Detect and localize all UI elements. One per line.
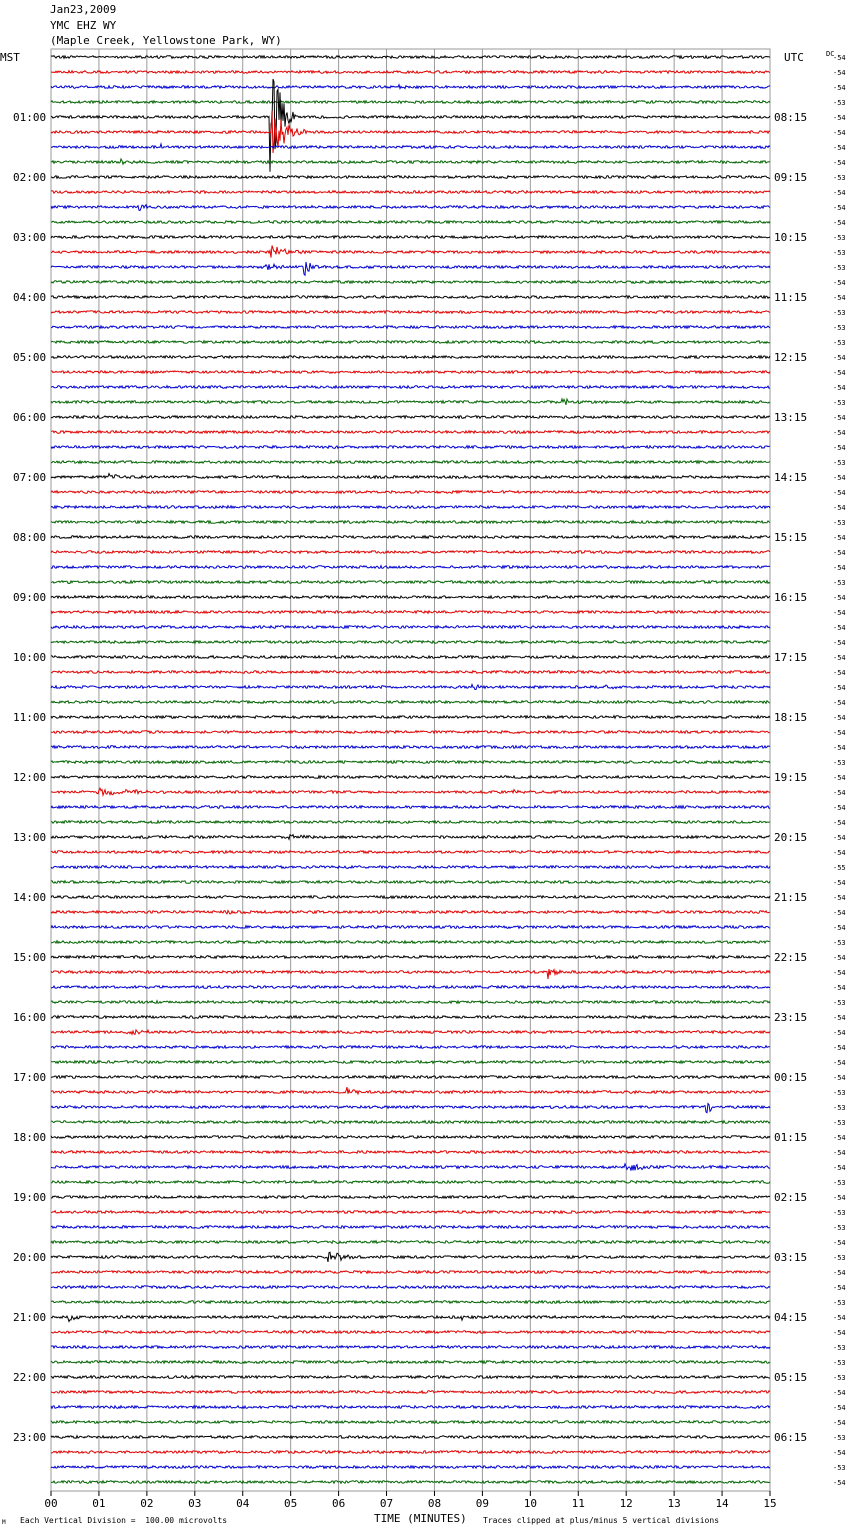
- trace-row: [51, 79, 770, 172]
- utc-hour-label: 14:15: [774, 471, 808, 484]
- trace-row: [51, 866, 770, 869]
- dc-offset-label: -53: [833, 999, 846, 1007]
- mst-hour-label: 02:00: [13, 171, 47, 184]
- x-tick-label: 00: [44, 1497, 58, 1510]
- dc-offset-label: -53: [833, 519, 846, 527]
- dc-offset-label: -53: [833, 1464, 846, 1472]
- utc-hour-label: 21:15: [774, 891, 808, 904]
- utc-hour-label: 06:15: [774, 1431, 808, 1444]
- dc-offset-label: -54: [833, 1329, 846, 1337]
- dc-offset-label: -54: [833, 114, 846, 122]
- trace-row: [51, 101, 770, 104]
- dc-offset-label: -54: [833, 894, 846, 902]
- dc-offset-label: -54: [833, 1164, 846, 1172]
- mst-hour-label: 21:00: [13, 1311, 47, 1324]
- utc-hour-label: 16:15: [774, 591, 808, 604]
- trace-row: [51, 1331, 770, 1334]
- dc-offset-label: -54: [833, 504, 846, 512]
- mst-hour-label: 01:00: [13, 111, 47, 124]
- x-tick-label: 04: [236, 1497, 250, 1510]
- utc-hour-label: 12:15: [774, 351, 808, 364]
- dc-offset-label: -54: [833, 684, 846, 692]
- trace-row: [51, 356, 770, 359]
- utc-hour-label: 00:15: [774, 1071, 808, 1084]
- trace-row: [51, 1286, 770, 1289]
- dc-offset-label: -54: [833, 1404, 846, 1412]
- dc-offset-label: -54: [833, 1044, 846, 1052]
- mst-hour-label: 10:00: [13, 651, 47, 664]
- dc-offset-label: -53: [833, 1119, 846, 1127]
- dc-offset-label: -54: [833, 819, 846, 827]
- x-tick-label: 05: [284, 1497, 298, 1510]
- trace-row: [51, 551, 770, 554]
- utc-hour-label: 20:15: [774, 831, 808, 844]
- dc-offset-label: -54: [833, 159, 846, 167]
- dc-offset-label: -53: [833, 174, 846, 182]
- mst-hour-label: 23:00: [13, 1431, 47, 1444]
- dc-offset-label: -53: [833, 234, 846, 242]
- dc-offset-label: -53: [833, 249, 846, 257]
- x-tick-label: 09: [475, 1497, 490, 1510]
- dc-offset-label: -54: [833, 1314, 846, 1322]
- dc-offset-label: -54: [833, 474, 846, 482]
- trace-row: [51, 536, 770, 539]
- dc-offset-label: -53: [833, 264, 846, 272]
- trace-row: [51, 941, 770, 944]
- dc-offset-label: -54: [833, 204, 846, 212]
- x-tick-label: 06: [331, 1497, 346, 1510]
- trace-row: [51, 71, 770, 74]
- mst-hour-label: 11:00: [13, 711, 47, 724]
- trace-row: [51, 969, 770, 979]
- dc-offset-label: -54: [833, 1419, 846, 1427]
- x-tick-label: 10: [523, 1497, 537, 1510]
- trace-row: [51, 566, 770, 569]
- mst-axis-label: MST: [0, 51, 20, 64]
- trace-row: [51, 326, 770, 329]
- x-tick-label: 08: [427, 1497, 442, 1510]
- mst-hour-label: 06:00: [13, 411, 47, 424]
- mst-hour-label: 14:00: [13, 891, 47, 904]
- dc-offset-label: -53: [833, 399, 846, 407]
- trace-row: [51, 416, 770, 419]
- trace-row: [51, 835, 770, 840]
- location-label: (Maple Creek, Yellowstone Park, WY): [50, 34, 282, 47]
- utc-hour-label: 13:15: [774, 411, 808, 424]
- dc-offset-label: -53: [833, 309, 846, 317]
- dc-offset-label: -54: [833, 879, 846, 887]
- trace-row: [51, 1016, 770, 1019]
- trace-row: [51, 788, 770, 795]
- trace-row: [51, 144, 770, 148]
- trace-row: [51, 1030, 770, 1035]
- dc-offset-label: -54: [833, 534, 846, 542]
- dc-offset-label: -54: [833, 189, 846, 197]
- dc-offset-label: -54: [833, 849, 846, 857]
- utc-hour-label: 05:15: [774, 1371, 808, 1384]
- trace-row: [51, 1316, 770, 1322]
- utc-hour-label: 02:15: [774, 1191, 808, 1204]
- trace-row: [51, 474, 770, 479]
- dc-offset-label: -54: [833, 699, 846, 707]
- trace-row: [51, 1211, 770, 1214]
- dc-offset-label: -53: [833, 1359, 846, 1367]
- trace-row: [51, 1436, 770, 1439]
- dc-offset-label: -54: [833, 1479, 846, 1487]
- x-tick-label: 15: [763, 1497, 777, 1510]
- x-tick-label: 14: [715, 1497, 729, 1510]
- trace-row: [51, 761, 770, 764]
- trace-row: [51, 176, 770, 179]
- x-tick-label: 01: [92, 1497, 106, 1510]
- dc-offset-label: -54: [833, 279, 846, 287]
- trace-row: [51, 1164, 770, 1171]
- trace-row: [51, 1451, 770, 1454]
- mst-hour-label: 07:00: [13, 471, 47, 484]
- trace-row: [51, 1301, 770, 1304]
- seismic-traces: [51, 56, 770, 1484]
- trace-row: [51, 1087, 770, 1094]
- dc-offset-label: -54: [833, 834, 846, 842]
- utc-hour-label: 10:15: [774, 231, 808, 244]
- dc-offset-label: -53: [833, 1434, 846, 1442]
- dc-offset-label: -54: [833, 354, 846, 362]
- trace-row: [51, 1271, 770, 1274]
- trace-row: [51, 56, 770, 59]
- trace-row: [51, 1104, 770, 1113]
- trace-row: [51, 1226, 770, 1229]
- mst-hour-label: 16:00: [13, 1011, 47, 1024]
- dc-offset-label: -54: [833, 1269, 846, 1277]
- utc-hour-label: 04:15: [774, 1311, 808, 1324]
- trace-row: [51, 1001, 770, 1004]
- plot-frame: [51, 49, 770, 1491]
- trace-row: [51, 896, 770, 899]
- trace-row: [51, 205, 770, 211]
- dc-offset-label: -54: [833, 564, 846, 572]
- mst-hour-label: 04:00: [13, 291, 47, 304]
- dc-offset-label: -53: [833, 99, 846, 107]
- dc-offset-label: -54: [833, 729, 846, 737]
- dc-offset-label: -54: [833, 54, 846, 62]
- dc-offset-label: -54: [833, 714, 846, 722]
- dc-offset-label: -54: [833, 789, 846, 797]
- dc-offset-label: -54: [833, 624, 846, 632]
- dc-offset-label: -53: [833, 1209, 846, 1217]
- dc-offset-label: -54: [833, 429, 846, 437]
- dc-offset-label: -54: [833, 1029, 846, 1037]
- trace-row: [51, 1481, 770, 1484]
- utc-hour-label: 22:15: [774, 951, 808, 964]
- dc-heading: DC: [826, 50, 835, 58]
- dc-offset-label: -53: [833, 1179, 846, 1187]
- utc-hour-label: 01:15: [774, 1131, 808, 1144]
- dc-offset-label: -54: [833, 1194, 846, 1202]
- mst-hour-label: 05:00: [13, 351, 47, 364]
- station-label: YMC EHZ WY: [50, 19, 117, 32]
- dc-offset-label: -54: [833, 1389, 846, 1397]
- dc-offset-label: -54: [833, 924, 846, 932]
- trace-row: [51, 581, 770, 584]
- dc-offset-label: -54: [833, 1239, 846, 1247]
- trace-row: [51, 281, 770, 284]
- utc-hour-label: 09:15: [774, 171, 808, 184]
- mst-hour-label: 22:00: [13, 1371, 47, 1384]
- mst-hour-label: 18:00: [13, 1131, 47, 1144]
- trace-row: [51, 806, 770, 809]
- utc-hour-label: 08:15: [774, 111, 808, 124]
- trace-row: [51, 956, 770, 959]
- trace-row: [51, 311, 770, 314]
- trace-row: [51, 1151, 770, 1154]
- trace-row: [51, 911, 770, 915]
- mst-hour-label: 03:00: [13, 231, 47, 244]
- dc-offset-label: -54: [833, 129, 846, 137]
- dc-offset-label: -54: [833, 294, 846, 302]
- dc-offset-label: -54: [833, 594, 846, 602]
- mst-hour-label: 08:00: [13, 531, 47, 544]
- dc-offset-label: -54: [833, 489, 846, 497]
- dc-offset-label: -54: [833, 639, 846, 647]
- dc-offset-label: -53: [833, 1224, 846, 1232]
- trace-row: [51, 701, 770, 704]
- x-axis-title: TIME (MINUTES): [374, 1512, 467, 1525]
- trace-row: [51, 1241, 770, 1244]
- dc-offset-label: -54: [833, 1074, 846, 1082]
- dc-offset-label: -53: [833, 1344, 846, 1352]
- dc-offset-label: -54: [833, 444, 846, 452]
- dc-offset-label: -53: [833, 1104, 846, 1112]
- dc-offset-label: -53: [833, 1254, 846, 1262]
- trace-row: [51, 246, 770, 258]
- clip-note: Traces clipped at plus/minus 5 vertical divisions: [483, 1516, 720, 1525]
- dc-offset-label: -54: [833, 984, 846, 992]
- dc-offset-label: -54: [833, 1449, 846, 1457]
- dc-offset-label: -54: [833, 1059, 846, 1067]
- trace-row: [51, 656, 770, 659]
- dc-offset-label: -54: [833, 654, 846, 662]
- trace-row: [51, 1376, 770, 1379]
- trace-row: [51, 731, 770, 734]
- dc-offset-label: -54: [833, 219, 846, 227]
- trace-row: [51, 716, 770, 719]
- dc-offset-label: -54: [833, 1134, 846, 1142]
- trace-row: [51, 596, 770, 599]
- utc-hour-label: 03:15: [774, 1251, 808, 1264]
- trace-row: [51, 371, 770, 374]
- mst-hour-label: 13:00: [13, 831, 47, 844]
- utc-hour-label: 11:15: [774, 291, 808, 304]
- mst-hour-label: 19:00: [13, 1191, 47, 1204]
- trace-row: [51, 1136, 770, 1139]
- x-tick-label: 02: [140, 1497, 154, 1510]
- x-tick-label: 12: [619, 1497, 633, 1510]
- dc-offset-label: -54: [833, 744, 846, 752]
- trace-row: [51, 386, 770, 389]
- dc-offset-label: -54: [833, 1149, 846, 1157]
- trace-row: [51, 446, 770, 449]
- trace-row: [51, 341, 770, 344]
- trace-row: [51, 399, 770, 405]
- x-tick-label: 07: [379, 1497, 394, 1510]
- dc-offset-label: -54: [833, 774, 846, 782]
- trace-row: [51, 776, 770, 779]
- trace-row: [51, 1061, 770, 1064]
- mst-hour-label: 12:00: [13, 771, 47, 784]
- dc-offset-label: -54: [833, 144, 846, 152]
- trace-row: [51, 1196, 770, 1199]
- dc-offset-label: -53: [833, 579, 846, 587]
- trace-row: [51, 1076, 770, 1079]
- dc-offset-label: -54: [833, 1014, 846, 1022]
- trace-row: [51, 85, 770, 89]
- trace-row: [51, 746, 770, 749]
- trace-row: [51, 1046, 770, 1049]
- x-tick-label: 03: [188, 1497, 202, 1510]
- trace-row: [51, 685, 770, 690]
- scale-note: Each Vertical Division = 100.00 microvolts: [20, 1516, 228, 1525]
- dc-offset-label: -53: [833, 459, 846, 467]
- trace-row: [51, 1421, 770, 1424]
- trace-row: [51, 491, 770, 494]
- utc-hour-label: 18:15: [774, 711, 808, 724]
- dc-offset-label: -54: [833, 954, 846, 962]
- dc-offset-label: -53: [833, 324, 846, 332]
- dc-offset-label: -53: [833, 939, 846, 947]
- dc-offset-label: -54: [833, 909, 846, 917]
- trace-row: [51, 262, 770, 275]
- trace-row: [51, 611, 770, 614]
- mst-hour-label: 17:00: [13, 1071, 47, 1084]
- trace-row: [51, 926, 770, 929]
- dc-offset-label: -54: [833, 1284, 846, 1292]
- trace-row: [51, 236, 770, 239]
- dc-offset-label: -53: [833, 759, 846, 767]
- trace-row: [51, 159, 770, 164]
- utc-axis-label: UTC: [784, 51, 804, 64]
- dc-offset-label: -54: [833, 414, 846, 422]
- trace-row: [51, 1252, 770, 1262]
- trace-row: [51, 1406, 770, 1409]
- dc-offset-label: -54: [833, 369, 846, 377]
- dc-offset-label: -55: [833, 864, 846, 872]
- trace-row: [51, 1181, 770, 1184]
- utc-hour-label: 19:15: [774, 771, 808, 784]
- trace-row: [51, 851, 770, 854]
- trace-row: [51, 1361, 770, 1364]
- x-tick-label: 11: [571, 1497, 585, 1510]
- dc-offset-label: -54: [833, 669, 846, 677]
- dc-offset-label: -53: [833, 1374, 846, 1382]
- dc-offset-label: -54: [833, 804, 846, 812]
- dc-offset-label: -54: [833, 69, 846, 77]
- trace-row: [51, 506, 770, 509]
- utc-hour-label: 23:15: [774, 1011, 808, 1024]
- trace-row: [51, 626, 770, 629]
- trace-row: [51, 1346, 770, 1349]
- trace-row: [51, 521, 770, 524]
- utc-hour-label: 15:15: [774, 531, 808, 544]
- trace-row: [51, 641, 770, 644]
- trace-row: [51, 671, 770, 674]
- trace-row: [51, 461, 770, 464]
- trace-row: [51, 221, 770, 224]
- dc-offset-label: -53: [833, 1299, 846, 1307]
- mst-hour-label: 15:00: [13, 951, 47, 964]
- date-label: Jan23,2009: [50, 3, 117, 16]
- trace-row: [51, 191, 770, 194]
- utc-hour-label: 17:15: [774, 651, 808, 664]
- trace-row: [51, 431, 770, 434]
- trace-row: [51, 1121, 770, 1124]
- dc-offset-label: -53: [833, 339, 846, 347]
- mst-hour-label: 20:00: [13, 1251, 47, 1264]
- trace-row: [51, 1466, 770, 1469]
- dc-offset-label: -54: [833, 549, 846, 557]
- dc-offset-label: -54: [833, 384, 846, 392]
- axis-labels: [0, 50, 846, 1510]
- dc-offset-label: -54: [833, 969, 846, 977]
- dc-offset-label: -53: [833, 1089, 846, 1097]
- mst-hour-label: 09:00: [13, 591, 47, 604]
- corner-mark: M: [2, 1519, 6, 1526]
- trace-row: [51, 881, 770, 884]
- x-tick-label: 13: [667, 1497, 681, 1510]
- trace-row: [51, 986, 770, 989]
- trace-row: [51, 1391, 770, 1394]
- trace-row: [51, 296, 770, 299]
- trace-row: [51, 821, 770, 824]
- dc-offset-label: -54: [833, 84, 846, 92]
- dc-offset-label: -54: [833, 609, 846, 617]
